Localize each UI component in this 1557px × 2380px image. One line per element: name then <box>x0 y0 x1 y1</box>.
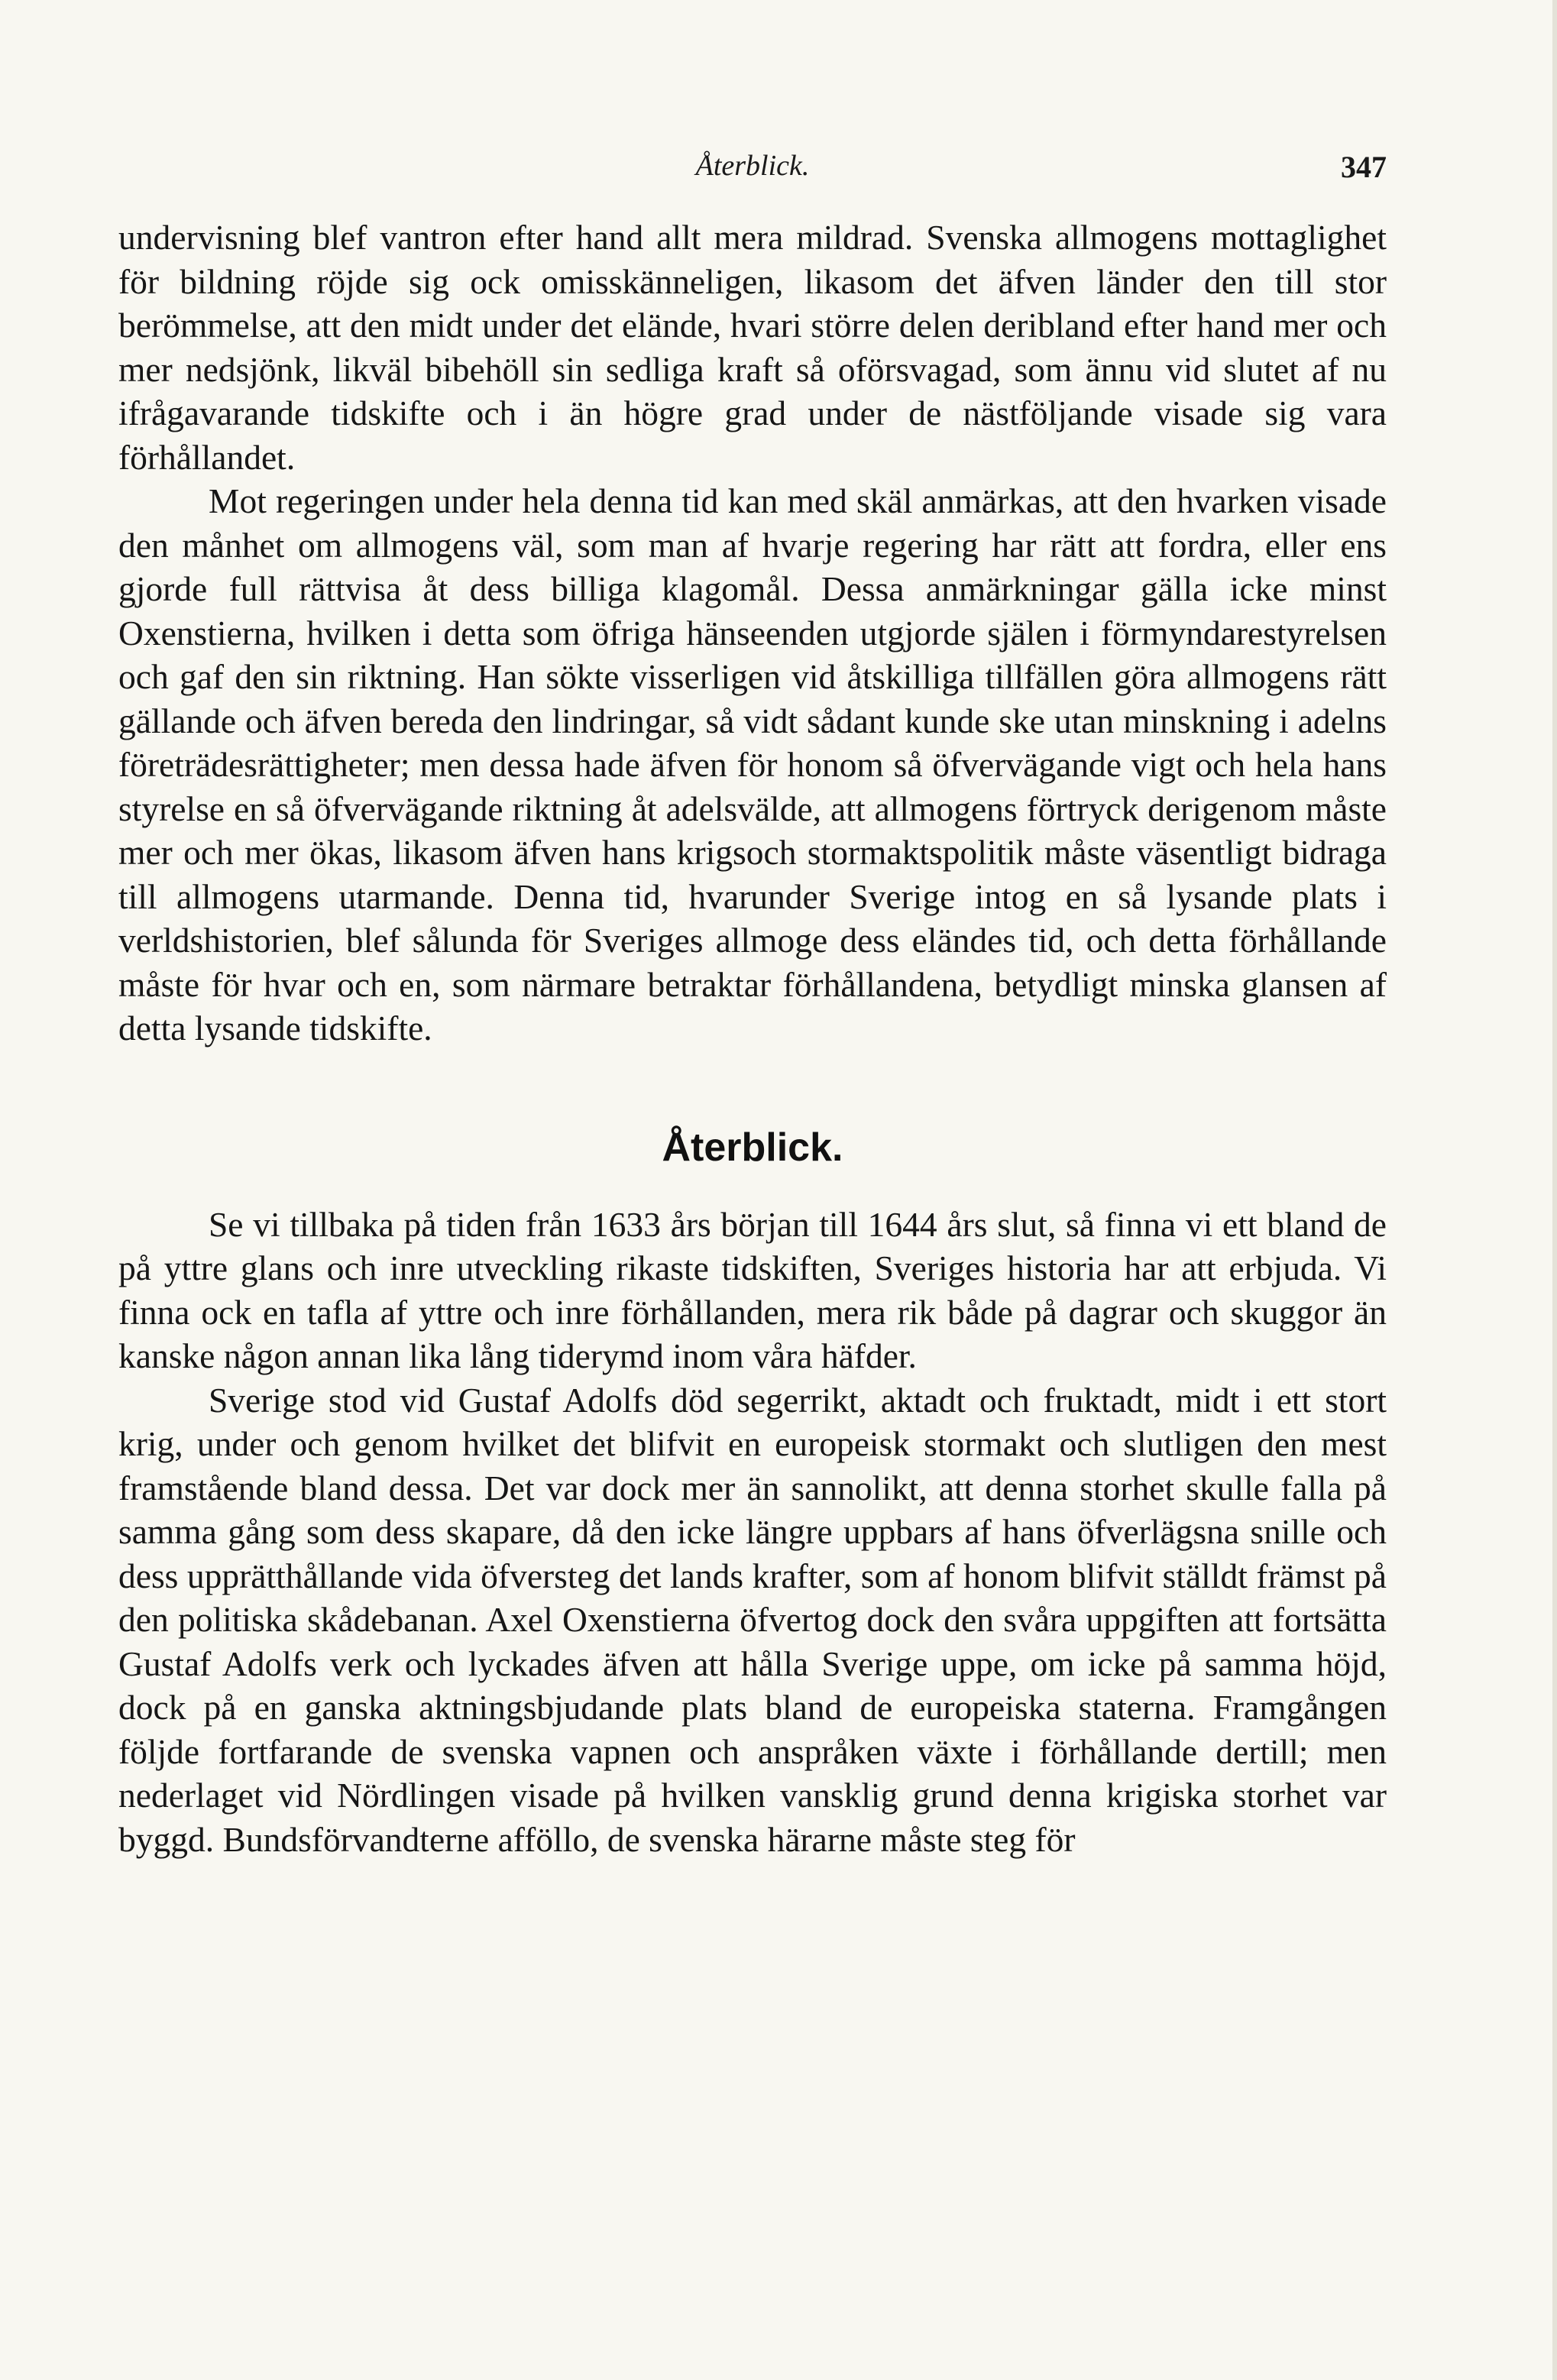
paragraph-continued: undervisning blef vantron efter hand allt mera mildrad. Svenska allmogens mottaglighet för bildning röjde sig ock omisskänneligen, likasom det äfven länder den till stor berömmelse, att den midt under det elände, hvari större delen deribland efter hand mer och mer nedsjönk, likväl bibehöll sin sedliga kraft så oförsvagad, som ännu vid slutet af nu ifrågavarande tidskifte och i än högre grad under de nästföljande visade sig vara förhållandet. <box>118 218 1387 477</box>
running-title: Återblick. <box>695 150 810 182</box>
paragraph: Sverige stod vid Gustaf Adolfs död segerrikt, aktadt och fruktadt, midt i ett stort krig, under och genom hvilket det blifvit en europeisk stormakt och slutligen den mest framstående bland dessa. Det var dock mer än sannolikt, att denna storhet skulle falla på samma gång som dess skapare, då den icke längre uppbars af hans öfverlägsna snille och dess upprätthållande vida öfversteg det lands krafter, som af honom blifvit ställdt främst på den politiska skådebanan. Axel Oxenstierna öfvertog dock den svåra uppgiften att fortsätta Gustaf Adolfs verk och lyckades äfven att hålla Sverige uppe, om icke på samma höjd, dock på en ganska aktningsbjudande plats bland de europeiska staterna. Framgången följde fortfarande de svenska vapnen och anspråken växte i förhållande dertill; men nederlaget vid Nördlingen visade på hvilken vansklig grund denna krigiska storhet var byggd. Bundsförvandterne afföllo, de svenska härarne måste steg för <box>118 1380 1387 1859</box>
section-heading: Återblick. <box>662 1125 843 1170</box>
paragraph: Se vi tillbaka på tiden från 1633 års början till 1644 års slut, så finna vi ett bland de på yttre glans och inre utveckling rikaste tidskiften, Sveriges historia har att erbjuda. Vi finna ock en tafla af yttre och inre förhållanden, mera rik både på dagrar och skuggor än kanske någon annan lika lång tiderymd inom våra häfder. <box>118 1204 1387 1375</box>
page-body <box>118 215 1387 1861</box>
page-header <box>118 149 1387 202</box>
page-number: 347 <box>1341 150 1387 184</box>
paragraph: Mot regeringen under hela denna tid kan med skäl anmärkas, att den hvarken visade den månhet om allmogens väl, som man af hvarje regering har rätt att fordra, eller ens gjorde full rättvisa åt dess billiga klagomål. Dessa anmärkningar gälla icke minst Oxenstierna, hvilken i detta som öfriga hänseenden utgjorde själen i förmyndarestyrelsen och gaf den sin riktning. Han sökte visserligen vid åtskilliga tillfällen göra allmogens rätt gällande och äfven bereda den lindringar, så vidt sådant kunde ske utan minskning i adelns företrädesrättigheter; men dessa hade äfven för honom så öfvervägande vigt och hela hans styrelse en så öfvervägande riktning åt adelsvälde, att allmogens förtryck derigenom måste mer och mer ökas, likasom äfven hans krigsoch stormaktspolitik måste väsentligt bidraga till allmogens utarmande. Denna tid, hvarunder Sverige intog en så lysande plats i verldshistorien, blef sålunda för Sveriges allmoge dess eländes tid, och detta förhållande måste för hvar och en, som närmare betraktar förhållandena, betydligt minska glansen af detta lysande tidskifte. <box>118 481 1387 1048</box>
